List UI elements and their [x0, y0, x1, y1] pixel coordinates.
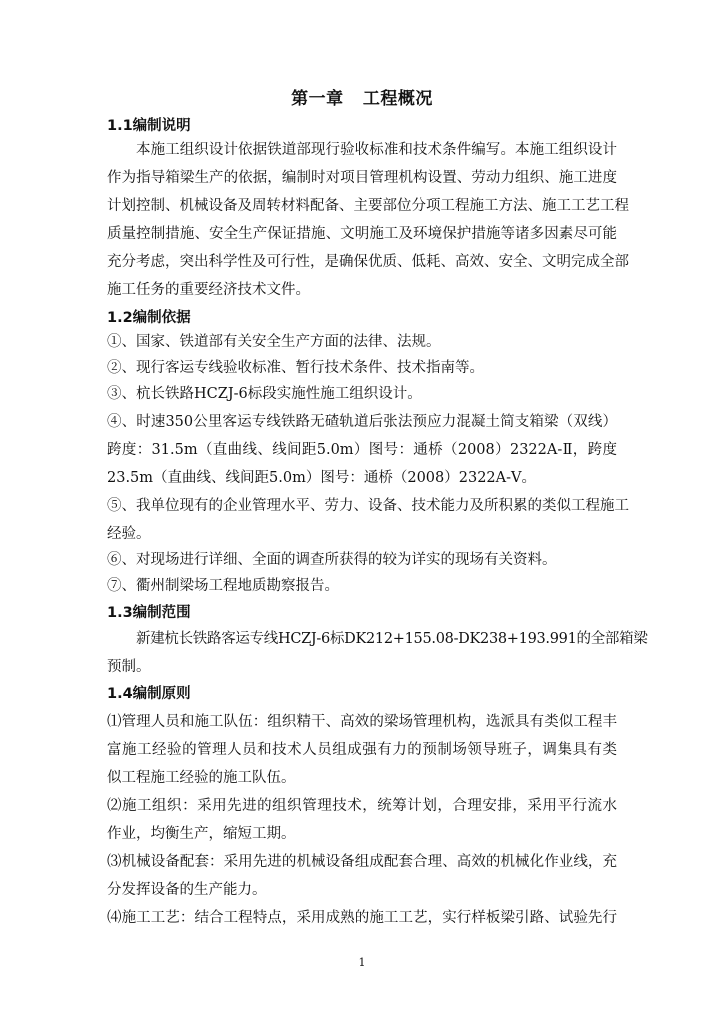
- paragraph-line: 作为指导箱梁生产的依据，编制时对项目管理机构设置、劳动力组织、施工进度: [107, 170, 617, 186]
- page-number: 1: [358, 956, 366, 969]
- list-item: ⑵施工组织：采用先进的组织管理技术，统筹计划，合理安排，采用平行流水: [107, 798, 617, 814]
- paragraph-line: 新建杭长铁路客运专线HCZJ-6标DK212+155.08-DK238+193.991的全部箱梁: [136, 631, 648, 647]
- list-item: ③、杭长铁路HCZJ-6标段实施性施工组织设计。: [107, 386, 422, 402]
- section-heading-1-4: 1.4编制原则: [107, 686, 191, 702]
- list-item: ⑥、对现场进行详细、全面的调查所获得的较为详实的现场有关资料。: [107, 552, 557, 568]
- chapter-title: 第一章 工程概况: [291, 89, 433, 109]
- section-heading-1-2: 1.2编制依据: [107, 310, 191, 326]
- paragraph-line: 充分考虑，突出科学性及可行性，是确保优质、低耗、高效、安全、文明完成全部: [107, 254, 629, 270]
- section-heading-1-1: 1.1编制说明: [107, 118, 191, 134]
- list-item: 分发挥设备的生产能力。: [107, 882, 267, 898]
- section-heading-1-3: 1.3编制范围: [107, 605, 191, 621]
- list-item: ②、现行客运专线验收标准、暂行技术条件、技术指南等。: [107, 360, 484, 376]
- list-item: 似工程施工经验的施工队伍。: [107, 770, 296, 786]
- list-item: ⑶机械设备配套：采用先进的机械设备组成配套合理、高效的机械化作业线，充: [107, 854, 617, 870]
- list-item: 作业，均衡生产，缩短工期。: [107, 826, 296, 842]
- list-item: ⑷施工工艺：结合工程特点，采用成熟的施工工艺，实行样板梁引路、试验先行: [107, 910, 617, 926]
- paragraph-line: 本施工组织设计依据铁道部现行验收标准和技术条件编写。本施工组织设计: [136, 142, 617, 158]
- list-item: ⑦、衢州制梁场工程地质勘察报告。: [107, 578, 339, 594]
- list-item: ⑴管理人员和施工队伍：组织精干、高效的梁场管理机构，选派具有类似工程丰: [107, 714, 617, 730]
- list-item: ⑤、我单位现有的企业管理水平、劳力、设备、技术能力及所积累的类似工程施工: [107, 498, 629, 514]
- paragraph-line: 质量控制措施、安全生产保证措施、文明施工及环境保护措施等诸多因素尽可能: [107, 226, 617, 242]
- list-item: 经验。: [107, 526, 151, 542]
- paragraph-line: 计划控制、机械设备及周转材料配备、主要部位分项工程施工方法、施工工艺工程: [107, 198, 629, 214]
- list-item: 跨度：31.5m（直曲线、线间距5.0m）图号：通桥（2008）2322A-Ⅱ，跨度: [107, 442, 617, 458]
- paragraph-line: 施工任务的重要经济技术文件。: [107, 282, 310, 298]
- list-item: ①、国家、铁道部有关安全生产方面的法律、法规。: [107, 334, 441, 350]
- list-item: 23.5m（直曲线、线间距5.0m）图号：通桥（2008）2322A-Ⅴ。: [107, 470, 536, 486]
- list-item: 富施工经验的管理人员和技术人员组成强有力的预制场领导班子，调集具有类: [107, 742, 617, 758]
- list-item: ④、时速350公里客运专线铁路无碴轨道后张法预应力混凝土简支箱梁（双线）: [107, 414, 617, 430]
- paragraph-line: 预制。: [107, 659, 151, 675]
